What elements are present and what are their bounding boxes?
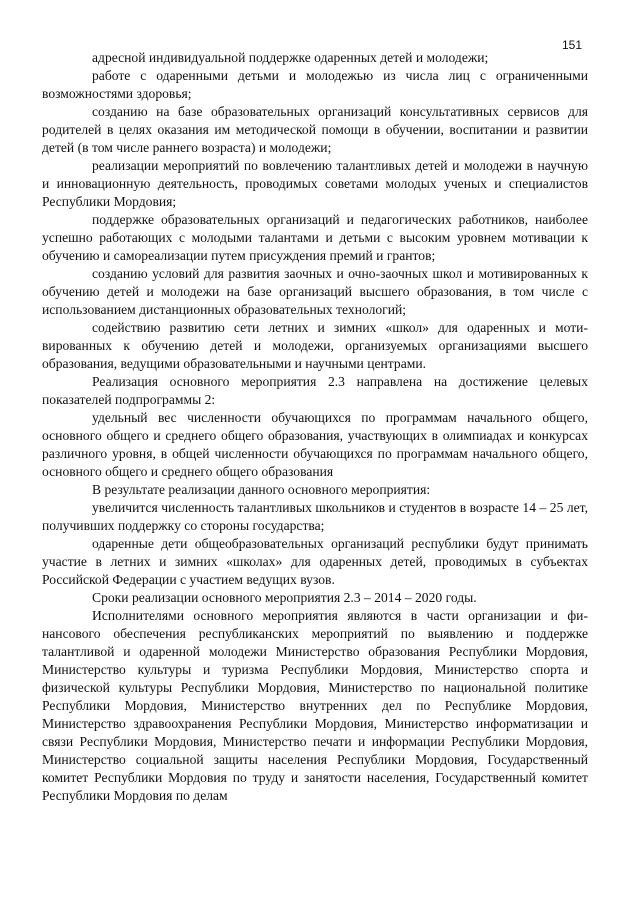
paragraph: поддержке образовательных организаций и педагогических работников, наиболее успешно работающих с молодыми талантами и детьми с высоким уровнем мотивации к обучению и самореализации путем присуждения премий и грантов; [42, 212, 588, 263]
paragraph: адресной индивидуальной поддержке одаренных детей и молодежи; [92, 50, 489, 65]
paragraph: одаренные дети общеобразовательных организаций республики будут принимать участие в летних и зимних «школах» для одаренных детей, проводимых в субъектах Российской Федерации с участием ведущих вузов. [42, 536, 588, 587]
paragraph: Реализация основного мероприятия 2.3 направлена на достижение целевых показателей подпрограммы 2: [42, 374, 588, 407]
paragraph: Исполнителями основного мероприятия являются в части организации и финансового обеспечения республиканских мероприятий по выявлению и поддержке талантливой и одаренной молодежи Министерство образования Республики Мордовия, Министерство культуры и туризма Республики Мордовия, Министерство спорта и физической культуры Республики Мордовия, Министерство по национальной политике Республики Мордовия, Министерство внутренних дел по Республике Мордовия, Министерство здравоохранения Республики Мордовия, Министерство информатизации и связи Республики Мордовия, Министерство печати и информации Республики Мордовия, Министерство социальной защиты населения Республики Мордовия, Государственный комитет Республики Мордовия по труду и занятости населения, Государственный комитет Республики Мордовия по делам [42, 608, 588, 803]
paragraph: созданию условий для развития заочных и очно-заочных школ и мотивированных к обучению детей и молодежи на базе организаций высшего образования, в том числе с использованием дистанционных образовательных технологий; [42, 266, 588, 317]
paragraph: В результате реализации данного основного мероприятия: [92, 482, 431, 497]
page-number: 151 [561, 38, 582, 52]
paragraph: реализации мероприятий по вовлечению талантливых детей и молодежи в научную и инновационную деятельность, проводимых советами молодых ученых и специалистов Республики Мордовия; [42, 158, 588, 209]
paragraph: увеличится численность талантливых школьников и студентов в возрасте 14 – 25 лет, получивших поддержку со стороны государства; [42, 500, 588, 533]
paragraph: удельный вес численности обучающихся по программам начального общего, основного общего и среднего общего образования, участвующих в олимпиадах и конкурсах различного уровня, в общей численности обучающихся по программам начального общего, основного общего и среднего общего образования [42, 410, 588, 479]
paragraph: созданию на базе образовательных организаций консультативных сервисов для родителей в целях оказания им методической помощи в обучении, воспитании и развитии детей (в том числе раннего возраста) и молодежи; [42, 104, 588, 155]
paragraph: работе с одаренными детьми и молодежью из числа лиц с ограниченными возможностями здоровья; [42, 68, 588, 101]
body-text [42, 49, 588, 805]
paragraph: Сроки реализации основного мероприятия 2.3 – 2014 – 2020 годы. [92, 590, 477, 605]
paragraph: содействию развитию сети летних и зимних «школ» для одаренных и мотивированных к обучению детей и молодежи, организуемых организациями высшего образования, ведущими образовательными и научными центрами. [42, 320, 588, 371]
